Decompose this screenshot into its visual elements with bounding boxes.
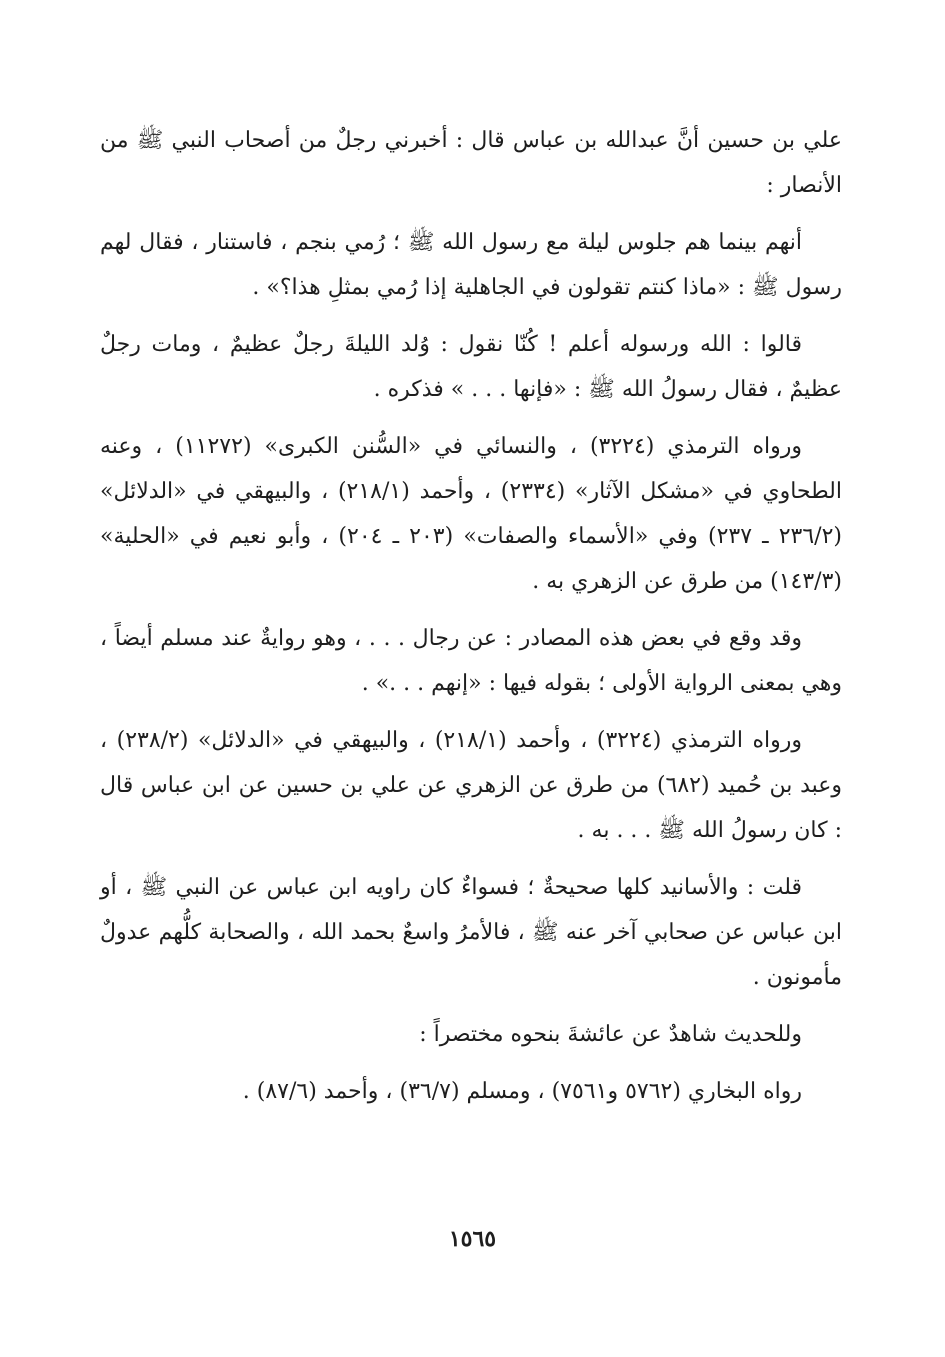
paragraph-takhrij-2: ورواه الترمذي (٣٢٢٤) ، وأحمد (٢١٨/١) ، والبيهقي في «الدلائل» (٢٣٨/٢) ، وعبد بن حُميد (٦٨٢) من طرق عن الزهري عن علي بن حسين عن ابن عباس قال : كان رسولُ الله ﷺ . . . به .	[100, 728, 843, 843]
paragraph-shahid-takhrij: رواه البخاري (٥٧٦٢ و٧٥٦١) ، ومسلم (٣٦/٧) ، وأحمد (٨٧/٦) .	[242, 1079, 802, 1104]
paragraph-shahid: وللحديث شاهدٌ عن عائشةَ بنحوه مختصراً :	[419, 1022, 802, 1047]
page-body	[100, 118, 842, 1126]
paragraph-hadith-intro: علي بن حسين أنَّ عبدالله بن عباس قال : أخبرني رجلٌ من أصحاب النبي ﷺ من الأنصار :	[100, 128, 842, 198]
paragraph-takhrij-1: ورواه الترمذي (٣٢٢٤) ، والنسائي في «السُّنن الكبرى» (١١٢٧٢) ، وعنه الطحاوي في «مشكل الآثار» (٢٣٣٤) ، وأحمد (٢١٨/١) ، والبيهقي في «الدلائل» (٢٣٦/٢ ـ ٢٣٧) وفي «الأسماء والصفات» (٢٠٣ ـ ٢٠٤) ، وأبو نعيم في «الحلية» (١٤٣/٣) من طرق عن الزهري به .	[100, 434, 842, 594]
paragraph-hadith-answer: قالوا : الله ورسوله أعلم ! كُنّا نقول : وُلد الليلةَ رجلٌ عظيمٌ ، ومات رجلٌ عظيمٌ ، فقال رسولُ الله ﷺ : «فإنها . . . » فذكره .	[100, 332, 842, 402]
page-number: ١٥٦٥	[448, 1226, 497, 1252]
paragraph-ruling: قلت : والأسانيد كلها صحيحةٌ ؛ فسواءٌ كان راويه ابن عباس عن النبي ﷺ ، أو ابن عباس عن صحابي آخر عنه ﷺ ، فالأمرُ واسعٌ بحمد الله ، والصحابة كلُّهم عدولٌ مأمونون .	[100, 875, 842, 990]
paragraph-takhrij-note: وقد وقع في بعض هذه المصادر : عن رجال . . . ، وهو روايةٌ عند مسلم أيضاً ، وهي بمعنى الرواية الأولى ؛ بقوله فيها : «إنهم . . .» .	[100, 626, 842, 696]
paragraph-hadith-text: أنهم بينما هم جلوس ليلة مع رسول الله ﷺ ؛ رُمي بنجم ، فاستنار ، فقال لهم رسول ﷺ : «ماذا كنتم تقولون في الجاهلية إذا رُمي بمثلِ هذا؟» .	[100, 230, 842, 300]
